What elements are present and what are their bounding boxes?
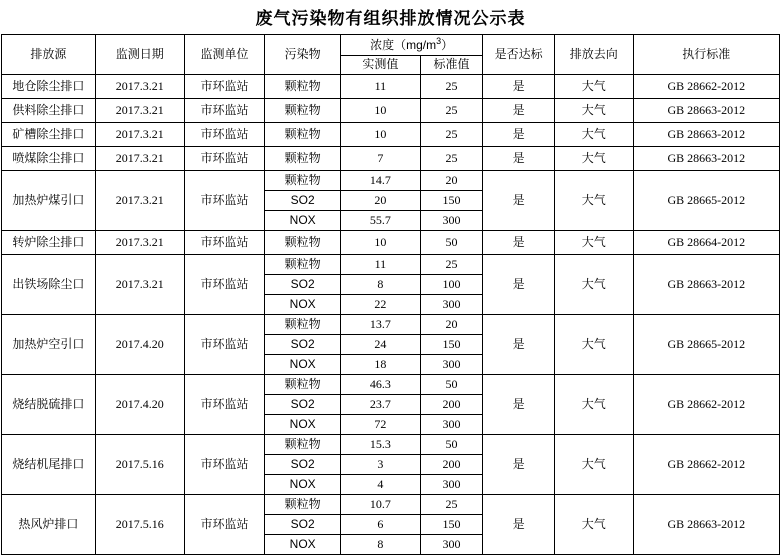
cell-unit: 市环监站 [184,123,265,147]
cell-compliant: 是 [483,231,555,255]
cell-unit: 市环监站 [184,375,265,435]
cell-source: 加热炉煤引口 [2,171,96,231]
cell-exec-standard: GB 28663-2012 [633,99,779,123]
cell-standard-value: 25 [420,147,483,171]
column-header-exec-standard: 执行标准 [633,35,779,75]
cell-unit: 市环监站 [184,75,265,99]
cell-pollutant: NOX [265,415,341,435]
cell-standard-value: 25 [420,99,483,123]
cell-measured-value: 11 [341,75,421,99]
cell-measured-value: 24 [341,335,421,355]
cell-source: 矿槽除尘排口 [2,123,96,147]
column-header-compliant: 是否达标 [483,35,555,75]
cell-source: 转炉除尘排口 [2,231,96,255]
cell-pollutant: NOX [265,475,341,495]
cell-standard-value: 150 [420,191,483,211]
cell-pollutant: NOX [265,535,341,555]
cell-compliant: 是 [483,375,555,435]
table-row [2,495,780,515]
cell-measured-value: 11 [341,255,421,275]
cell-exec-standard: GB 28663-2012 [633,495,779,555]
cell-pollutant: 颗粒物 [265,435,341,455]
table-row [2,171,780,191]
cell-measured-value: 14.7 [341,171,421,191]
column-header-date: 监测日期 [95,35,184,75]
cell-source: 供料除尘排口 [2,99,96,123]
table-row [2,231,780,255]
cell-exec-standard: GB 28662-2012 [633,75,779,99]
cell-pollutant: 颗粒物 [265,75,341,99]
cell-date: 2017.3.21 [95,75,184,99]
cell-unit: 市环监站 [184,231,265,255]
cell-measured-value: 46.3 [341,375,421,395]
cell-standard-value: 300 [420,295,483,315]
cell-standard-value: 25 [420,123,483,147]
cell-date: 2017.4.20 [95,315,184,375]
cell-pollutant: NOX [265,295,341,315]
cell-compliant: 是 [483,495,555,555]
cell-direction: 大气 [554,435,633,495]
cell-standard-value: 20 [420,315,483,335]
cell-standard-value: 200 [420,395,483,415]
header-row-primary [2,35,780,56]
table-header [2,35,780,75]
cell-measured-value: 10 [341,231,421,255]
cell-direction: 大气 [554,375,633,435]
column-header-direction: 排放去向 [554,35,633,75]
cell-measured-value: 8 [341,535,421,555]
cell-measured-value: 72 [341,415,421,435]
cell-direction: 大气 [554,99,633,123]
table-row [2,435,780,455]
cell-measured-value: 8 [341,275,421,295]
cell-source: 喷煤除尘排口 [2,147,96,171]
emissions-table [1,34,780,555]
page-title: 废气污染物有组织排放情况公示表 [255,9,526,28]
cell-source: 热风炉排口 [2,495,96,555]
cell-date: 2017.4.20 [95,375,184,435]
cell-pollutant: SO2 [265,191,341,211]
cell-compliant: 是 [483,99,555,123]
column-header-concentration: 浓度$(mg/m^3)$ [341,35,483,56]
cell-measured-value: 10 [341,99,421,123]
cell-unit: 市环监站 [184,147,265,171]
cell-standard-value: 20 [420,171,483,191]
cell-compliant: 是 [483,255,555,315]
cell-unit: 市环监站 [184,315,265,375]
cell-measured-value: 13.7 [341,315,421,335]
table-row [2,255,780,275]
table-body [2,75,780,555]
cell-pollutant: 颗粒物 [265,495,341,515]
cell-standard-value: 300 [420,535,483,555]
cell-standard-value: 300 [420,475,483,495]
cell-date: 2017.3.21 [95,255,184,315]
cell-measured-value: 7 [341,147,421,171]
cell-standard-value: 300 [420,355,483,375]
cell-measured-value: 20 [341,191,421,211]
table-row [2,147,780,171]
table-row [2,123,780,147]
cell-pollutant: SO2 [265,275,341,295]
cell-standard-value: 200 [420,455,483,475]
cell-standard-value: 25 [420,75,483,99]
cell-pollutant: 颗粒物 [265,231,341,255]
cell-pollutant: 颗粒物 [265,123,341,147]
cell-compliant: 是 [483,75,555,99]
cell-measured-value: 4 [341,475,421,495]
cell-source: 出铁场除尘口 [2,255,96,315]
cell-pollutant: 颗粒物 [265,147,341,171]
cell-pollutant: SO2 [265,455,341,475]
cell-compliant: 是 [483,171,555,231]
cell-direction: 大气 [554,495,633,555]
cell-standard-value: 50 [420,231,483,255]
cell-direction: 大气 [554,75,633,99]
table-row [2,99,780,123]
cell-standard-value: 150 [420,515,483,535]
cell-source: 烧结机尾排口 [2,435,96,495]
cell-source: 地仓除尘排口 [2,75,96,99]
cell-date: 2017.5.16 [95,495,184,555]
cell-pollutant: 颗粒物 [265,315,341,335]
cell-exec-standard: GB 28665-2012 [633,171,779,231]
cell-pollutant: NOX [265,211,341,231]
cell-exec-standard: GB 28663-2012 [633,255,779,315]
cell-direction: 大气 [554,231,633,255]
table-row [2,75,780,99]
cell-exec-standard: GB 28664-2012 [633,231,779,255]
cell-pollutant: 颗粒物 [265,255,341,275]
cell-pollutant: SO2 [265,515,341,535]
column-header-source: 排放源 [2,35,96,75]
cell-pollutant: 颗粒物 [265,99,341,123]
cell-measured-value: 3 [341,455,421,475]
column-header-unit: 监测单位 [184,35,265,75]
cell-measured-value: 22 [341,295,421,315]
cell-measured-value: 10.7 [341,495,421,515]
table-row [2,375,780,395]
cell-unit: 市环监站 [184,495,265,555]
cell-date: 2017.3.21 [95,123,184,147]
cell-standard-value: 50 [420,375,483,395]
cell-measured-value: 10 [341,123,421,147]
cell-date: 2017.5.16 [95,435,184,495]
cell-compliant: 是 [483,147,555,171]
column-header-measured: 实测值 [341,56,421,75]
cell-pollutant: 颗粒物 [265,375,341,395]
cell-exec-standard: GB 28665-2012 [633,315,779,375]
cell-pollutant: SO2 [265,395,341,415]
cell-direction: 大气 [554,123,633,147]
cell-date: 2017.3.21 [95,171,184,231]
cell-direction: 大气 [554,147,633,171]
cell-compliant: 是 [483,123,555,147]
cell-unit: 市环监站 [184,435,265,495]
cell-standard-value: 25 [420,495,483,515]
cell-unit: 市环监站 [184,171,265,231]
cell-standard-value: 150 [420,335,483,355]
cell-measured-value: 23.7 [341,395,421,415]
cell-exec-standard: GB 28663-2012 [633,123,779,147]
cell-pollutant: 颗粒物 [265,171,341,191]
cell-standard-value: 300 [420,211,483,231]
cell-unit: 市环监站 [184,255,265,315]
cell-standard-value: 300 [420,415,483,435]
cell-measured-value: 55.7 [341,211,421,231]
cell-standard-value: 100 [420,275,483,295]
cell-exec-standard: GB 28662-2012 [633,375,779,435]
cell-pollutant: SO2 [265,335,341,355]
cell-pollutant: NOX [265,355,341,375]
cell-direction: 大气 [554,315,633,375]
cell-source: 烧结脱硫排口 [2,375,96,435]
cell-direction: 大气 [554,255,633,315]
cell-compliant: 是 [483,435,555,495]
cell-measured-value: 18 [341,355,421,375]
cell-standard-value: 25 [420,255,483,275]
cell-date: 2017.3.21 [95,147,184,171]
cell-exec-standard: GB 28662-2012 [633,435,779,495]
cell-direction: 大气 [554,171,633,231]
cell-standard-value: 50 [420,435,483,455]
cell-compliant: 是 [483,315,555,375]
table-row [2,315,780,335]
cell-exec-standard: GB 28663-2012 [633,147,779,171]
cell-measured-value: 15.3 [341,435,421,455]
cell-source: 加热炉空引口 [2,315,96,375]
cell-measured-value: 6 [341,515,421,535]
cell-date: 2017.3.21 [95,99,184,123]
column-header-pollutant: 污染物 [265,35,341,75]
cell-date: 2017.3.21 [95,231,184,255]
cell-unit: 市环监站 [184,99,265,123]
column-header-standard: 标准值 [420,56,483,75]
